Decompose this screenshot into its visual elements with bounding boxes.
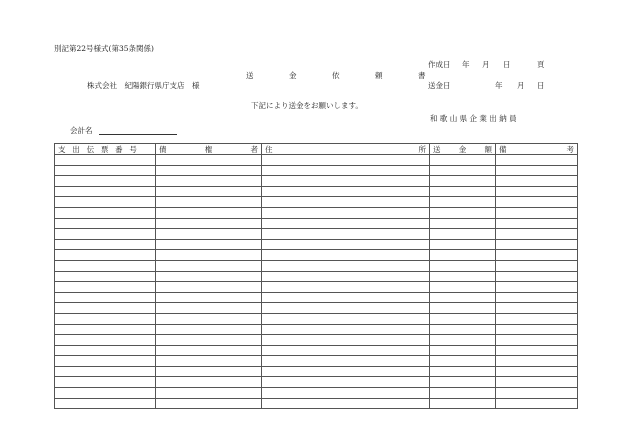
cell-address	[262, 186, 430, 197]
cell-amount	[430, 356, 496, 367]
col-header-amount-text: 送 金 額	[433, 144, 492, 154]
cell-remarks	[496, 218, 578, 229]
cell-amount	[430, 313, 496, 324]
cell-creditor	[156, 260, 262, 271]
cell-voucher-number	[55, 282, 156, 293]
cell-voucher-number	[55, 155, 156, 166]
cell-voucher-number	[55, 176, 156, 187]
cell-remarks	[496, 398, 578, 409]
cell-amount	[430, 197, 496, 208]
cell-voucher-number	[55, 324, 156, 335]
cell-address	[262, 218, 430, 229]
cell-address	[262, 197, 430, 208]
table-row	[55, 292, 578, 303]
cell-amount	[430, 335, 496, 346]
cell-voucher-number	[55, 377, 156, 388]
table-row	[55, 345, 578, 356]
cell-address	[262, 313, 430, 324]
cell-amount	[430, 218, 496, 229]
table-row	[55, 176, 578, 187]
cell-amount	[430, 207, 496, 218]
cell-creditor	[156, 282, 262, 293]
cell-voucher-number	[55, 292, 156, 303]
col-header-creditor-text: 債 権 者	[159, 144, 258, 154]
issuer: 和 歌 山 県 企 業 出 納 員	[430, 114, 517, 123]
table-row	[55, 366, 578, 377]
cell-amount	[430, 271, 496, 282]
cell-remarks	[496, 207, 578, 218]
cell-amount	[430, 239, 496, 250]
cell-creditor	[156, 356, 262, 367]
remittance-table	[54, 143, 578, 409]
cell-voucher-number	[55, 271, 156, 282]
cell-address	[262, 207, 430, 218]
cell-amount	[430, 366, 496, 377]
cell-creditor	[156, 313, 262, 324]
cell-address	[262, 282, 430, 293]
table-row	[55, 271, 578, 282]
cell-voucher-number	[55, 335, 156, 346]
cell-remarks	[496, 366, 578, 377]
table-row	[55, 398, 578, 409]
cell-amount	[430, 324, 496, 335]
cell-remarks	[496, 197, 578, 208]
cell-amount	[430, 303, 496, 314]
cell-amount	[430, 345, 496, 356]
cell-remarks	[496, 260, 578, 271]
col-header-remarks	[496, 144, 578, 155]
cell-address	[262, 271, 430, 282]
cell-remarks	[496, 292, 578, 303]
cell-address	[262, 335, 430, 346]
cell-amount	[430, 176, 496, 187]
table-row	[55, 239, 578, 250]
col-header-address	[262, 144, 430, 155]
cell-creditor	[156, 239, 262, 250]
cell-remarks	[496, 303, 578, 314]
cell-address	[262, 366, 430, 377]
cell-address	[262, 250, 430, 261]
cell-address	[262, 165, 430, 176]
cell-voucher-number	[55, 186, 156, 197]
cell-address	[262, 388, 430, 399]
cell-remarks	[496, 176, 578, 187]
table-row	[55, 303, 578, 314]
cell-voucher-number	[55, 303, 156, 314]
cell-amount	[430, 186, 496, 197]
cell-creditor	[156, 292, 262, 303]
cell-voucher-number	[55, 388, 156, 399]
created-date-row	[428, 60, 545, 69]
table-row	[55, 229, 578, 240]
col-header-address-text: 住 所	[265, 144, 426, 154]
cell-creditor	[156, 186, 262, 197]
table-row	[55, 313, 578, 324]
cell-address	[262, 292, 430, 303]
cell-creditor	[156, 324, 262, 335]
cell-creditor	[156, 366, 262, 377]
table-row	[55, 250, 578, 261]
table-row	[55, 282, 578, 293]
cell-remarks	[496, 229, 578, 240]
cell-remarks	[496, 271, 578, 282]
cell-creditor	[156, 207, 262, 218]
remit-year-label: 年	[495, 81, 503, 90]
cell-creditor	[156, 303, 262, 314]
created-month-label: 月	[482, 60, 490, 69]
cell-amount	[430, 377, 496, 388]
cell-creditor	[156, 250, 262, 261]
cell-amount	[430, 260, 496, 271]
remit-date-label: 送金日	[428, 81, 451, 90]
cell-creditor	[156, 398, 262, 409]
cell-remarks	[496, 250, 578, 261]
cell-amount	[430, 292, 496, 303]
cell-remarks	[496, 388, 578, 399]
col-header-voucher-number: 支 出 伝 票 番 号	[55, 144, 156, 155]
col-header-creditor	[156, 144, 262, 155]
cell-amount	[430, 229, 496, 240]
cell-amount	[430, 155, 496, 166]
table-row	[55, 197, 578, 208]
col-header-amount	[430, 144, 496, 155]
cell-remarks	[496, 356, 578, 367]
table-body	[55, 155, 578, 409]
cell-voucher-number	[55, 218, 156, 229]
table-header-row	[55, 144, 578, 155]
page-label: 頁	[537, 60, 545, 69]
table-row	[55, 155, 578, 166]
cell-address	[262, 398, 430, 409]
addressee: 株式会社 紀陽銀行県庁支店 様	[87, 81, 200, 90]
cell-voucher-number	[55, 250, 156, 261]
cell-amount	[430, 398, 496, 409]
cell-amount	[430, 388, 496, 399]
cell-remarks	[496, 345, 578, 356]
cell-address	[262, 345, 430, 356]
cell-amount	[430, 165, 496, 176]
cell-voucher-number	[55, 207, 156, 218]
cell-address	[262, 155, 430, 166]
created-day-label: 日	[503, 60, 511, 69]
cell-voucher-number	[55, 313, 156, 324]
cell-creditor	[156, 155, 262, 166]
cell-remarks	[496, 155, 578, 166]
table-row	[55, 218, 578, 229]
cell-creditor	[156, 388, 262, 399]
table-row	[55, 356, 578, 367]
cell-address	[262, 356, 430, 367]
account-underline	[99, 134, 177, 135]
cell-creditor	[156, 197, 262, 208]
cell-address	[262, 377, 430, 388]
cell-voucher-number	[55, 345, 156, 356]
table-row	[55, 186, 578, 197]
remit-month-label: 月	[517, 81, 525, 90]
cell-voucher-number	[55, 260, 156, 271]
table-row	[55, 388, 578, 399]
cell-creditor	[156, 176, 262, 187]
request-text: 下記により送金をお願いします。	[251, 101, 363, 110]
cell-voucher-number	[55, 356, 156, 367]
table-row	[55, 377, 578, 388]
cell-address	[262, 324, 430, 335]
cell-creditor	[156, 271, 262, 282]
cell-voucher-number	[55, 239, 156, 250]
cell-voucher-number	[55, 366, 156, 377]
cell-remarks	[496, 186, 578, 197]
table-row	[55, 165, 578, 176]
table-row	[55, 335, 578, 346]
cell-address	[262, 239, 430, 250]
cell-address	[262, 303, 430, 314]
cell-creditor	[156, 218, 262, 229]
cell-amount	[430, 250, 496, 261]
cell-remarks	[496, 165, 578, 176]
col-header-remarks-text: 備 考	[499, 144, 574, 154]
cell-voucher-number	[55, 229, 156, 240]
table-row	[55, 207, 578, 218]
cell-amount	[430, 282, 496, 293]
cell-remarks	[496, 313, 578, 324]
cell-remarks	[496, 335, 578, 346]
cell-creditor	[156, 377, 262, 388]
created-date-label: 作成日	[428, 60, 451, 69]
cell-address	[262, 260, 430, 271]
cell-creditor	[156, 229, 262, 240]
remit-day-label: 日	[537, 81, 545, 90]
cell-creditor	[156, 165, 262, 176]
cell-address	[262, 176, 430, 187]
cell-remarks	[496, 377, 578, 388]
cell-voucher-number	[55, 197, 156, 208]
form-id: 別記第22号様式(第35条関係)	[54, 44, 154, 53]
table-row	[55, 260, 578, 271]
cell-creditor	[156, 335, 262, 346]
created-year-label: 年	[462, 60, 470, 69]
cell-remarks	[496, 282, 578, 293]
account-label: 会計名	[70, 126, 93, 135]
cell-address	[262, 229, 430, 240]
cell-remarks	[496, 324, 578, 335]
cell-voucher-number	[55, 165, 156, 176]
cell-voucher-number	[55, 398, 156, 409]
cell-creditor	[156, 345, 262, 356]
document-title: 送 金 依 頼 書	[246, 71, 440, 80]
table-row	[55, 324, 578, 335]
cell-remarks	[496, 239, 578, 250]
remit-date-row	[428, 81, 545, 90]
